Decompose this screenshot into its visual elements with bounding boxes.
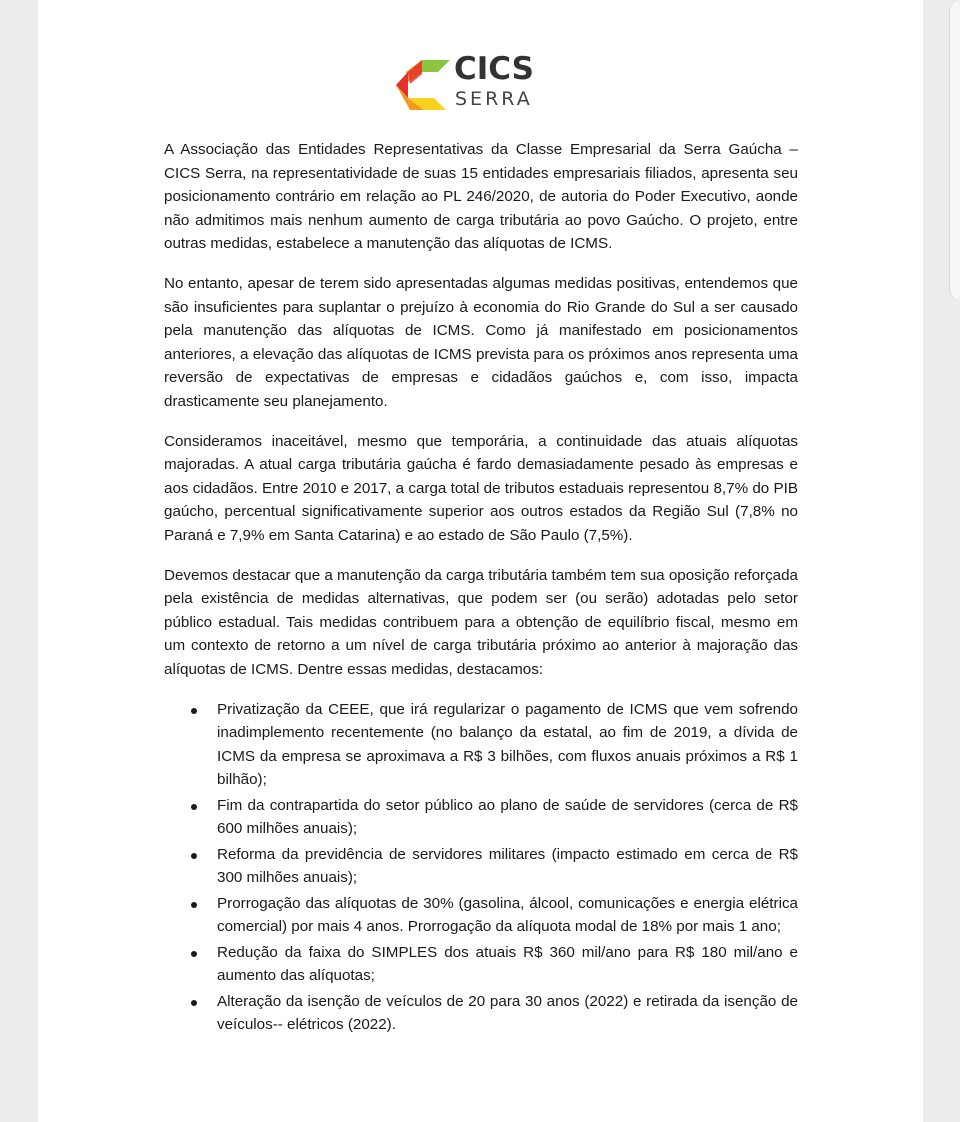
paragraph-tax-burden: Consideramos inaceitável, mesmo que temporária, a continuidade das atuais alíquotas majoradas. A atual carga tributária gaúcha é fardo demasiadamente pesado às empresas e aos cidadãos. Entre 2010 e 2017, a carga total de tributos estaduais representou 8,7% do PIB gaúcho, percentual significativamente superior aos outros estados da Região Sul (7,8% no Paraná e 7,9% em Santa Catarina) e ao estado de São Paulo (7,5%). [164,432,798,544]
list-item-text: Privatização da CEEE, que irá regularizar o pagamento de ICMS que vem sofrendo inadimplemento recentemente (no balanço da estatal, ao fim de 2019, a dívida de ICMS da empresa se aproximava a R$ 3 bilhões, com fluxos anuais próximos a R$ 1 bilhão); [217,700,798,788]
list-item [164,990,798,1037]
bullet-icon [191,853,197,859]
list-item-text: Reforma da previdência de servidores militares (impacto estimado em cerca de R$ 300 milhões anuais); [217,845,798,886]
paragraph-measures: No entanto, apesar de terem sido apresentadas algumas medidas positivas, entendemos que são insuficientes para suplantar o prejuízo à economia do Rio Grande do Sul a ser causado pela manutenção das alíquotas de ICMS. Como já manifestado em posicionamentos anteriores, a elevação das alíquotas de ICMS prevista para os próximos anos representa uma reversão de expectativas de empresas e cidadãos gaúchos e, com isso, impacta drasticamente seu planejamento. [164,275,798,410]
list-item-text: Prorrogação das alíquotas de 30% (gasolina, álcool, comunicações e energia elétrica comercial) por mais 4 anos. Prorrogação da alíquota modal de 18% por mais 1 ano; [217,894,798,935]
list-item-text: Fim da contrapartida do setor público ao plano de saúde de servidores (cerca de R$ 600 milhões anuais); [217,796,798,837]
scroll-handle[interactable] [949,0,960,300]
logo-text-cics: CICS [454,51,534,87]
bullet-icon [191,951,197,957]
list-item [164,698,798,792]
list-item [164,941,798,988]
list-item [164,892,798,939]
bullet-icon [191,804,197,810]
bullet-icon [191,708,197,714]
paragraph-alternatives: Devemos destacar que a manutenção da carga tributária também tem sua oposição reforçada pela existência de medidas alternativas, que podem ser (ou serão) adotadas pelo setor público estadual. Tais medidas contribuem para a obtenção de equilíbrio fiscal, mesmo em um contexto de retorno a um nível de carga tributária próximo ao anterior à majoração das alíquotas de ICMS. Dentre essas medidas, destacamos: [164,566,799,678]
logo-text-serra: SERRA [455,88,533,110]
list-item [164,794,798,841]
document-body [164,138,798,1039]
paragraph-intro: A Associação das Entidades Representativas da Classe Empresarial da Serra Gaúcha – CICS Serra, na representatividade de suas 15 entidades empresariais filiados, apresenta seu posicionamento contrário em relação ao PL 246/2020, de autoria do Poder Executivo, aonde não admitimos mais nenhum aumento de carga tributária ao povo Gaúcho. O projeto, entre outras medidas, estabelece a manutenção das alíquotas de ICMS. [164,141,798,252]
bullet-icon [191,1000,197,1006]
measures-list [164,698,798,1037]
logo-green-wing [422,60,450,72]
bullet-icon [191,902,197,908]
cics-serra-logo [394,51,544,116]
list-item-text: Alteração da isenção de veículos de 20 para 30 anos (2022) e retirada da isenção de veículos-- elétricos (2022). [217,992,798,1033]
cics-logo-icon [394,58,450,112]
logo-red-upper [408,60,422,84]
list-item-text: Redução da faixa do SIMPLES dos atuais R$ 360 mil/ano para R$ 180 mil/ano e aumento das alíquotas; [217,943,798,984]
list-item [164,843,798,890]
